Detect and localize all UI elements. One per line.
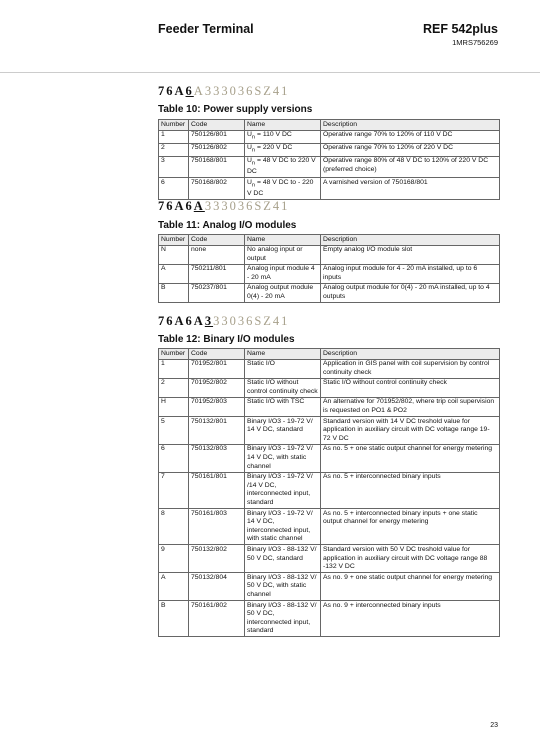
cell-code: 750126/802 xyxy=(189,143,245,156)
order-code-char: 4 xyxy=(272,314,282,328)
order-code-char: 6 xyxy=(166,314,175,328)
order-code-char: 0 xyxy=(229,314,238,328)
table-row xyxy=(159,283,500,302)
page-number: 23 xyxy=(490,722,498,729)
order-code-char: 7 xyxy=(158,314,167,328)
order-code-char: 3 xyxy=(221,199,230,213)
cell-number: 8 xyxy=(159,509,189,545)
table-row xyxy=(159,359,500,378)
document-id: 1MRS756269 xyxy=(452,38,498,47)
table-row xyxy=(159,545,500,573)
cell-number: B xyxy=(159,601,189,637)
cell-number: A xyxy=(159,264,189,283)
order-code-selected-char: A xyxy=(193,199,205,213)
table-row xyxy=(159,601,500,637)
table-row xyxy=(159,245,500,264)
order-code-char: 6 xyxy=(166,84,175,98)
cell-description: As no. 5 + interconnected binary inputs xyxy=(321,472,500,508)
cell-code: 750168/801 xyxy=(189,156,245,178)
cell-number: 1 xyxy=(159,130,189,143)
cell-name: Analog input module 4 - 20 mA xyxy=(245,264,321,283)
order-code-char: A xyxy=(174,84,186,98)
order-code-char: 0 xyxy=(229,84,238,98)
cell-name: Binary I/O3 - 19-72 V/ /14 V DC, interconnected input, standard xyxy=(245,472,321,508)
cell-number: B xyxy=(159,283,189,302)
order-code-char: 3 xyxy=(237,314,247,328)
cell-number: 2 xyxy=(159,143,189,156)
cell-code: 750132/801 xyxy=(189,417,245,445)
cell-name: $U_n = 48$ V DC to - 220 V DC xyxy=(245,178,321,200)
column-header-code: Code xyxy=(189,120,245,131)
order-code-selected-char: 3 xyxy=(204,314,214,328)
order-code-char: Z xyxy=(263,314,273,328)
order-code-selected-char: 6 xyxy=(185,84,194,98)
order-code-char: A xyxy=(174,199,186,213)
cell-description: Application in GIS panel with coil supervision by control continuity check xyxy=(321,359,500,378)
cell-description: Analog input module for 4 - 20 mA installed, up to 6 inputs xyxy=(321,264,500,283)
cell-number: 3 xyxy=(159,156,189,178)
cell-description: Standard version with 50 V DC treshold value for application in auxiliary circuit with DC voltage range 88 -132 V DC xyxy=(321,545,500,573)
order-code-analog-io xyxy=(158,199,289,214)
order-code-char: 7 xyxy=(158,84,167,98)
cell-number: 5 xyxy=(159,417,189,445)
order-code-char: Z xyxy=(263,84,273,98)
cell-code: 750132/804 xyxy=(189,573,245,601)
cell-code: 750132/802 xyxy=(189,545,245,573)
cell-description: Empty analog I/O module slot xyxy=(321,245,500,264)
table-row xyxy=(159,178,500,200)
column-header-number: Number xyxy=(159,349,189,360)
order-code-char: S xyxy=(254,199,264,213)
table-analog-io-modules xyxy=(158,234,500,303)
cell-description: As no. 9 + one static output channel for energy metering xyxy=(321,573,500,601)
cell-number: H xyxy=(159,397,189,416)
order-code-char: 7 xyxy=(158,199,167,213)
cell-name: Static I/O with TSC xyxy=(245,397,321,416)
cell-code: 750126/801 xyxy=(189,130,245,143)
cell-description: Analog output module for 0(4) - 20 mA installed, up to 4 outputs xyxy=(321,283,500,302)
order-code-char: 3 xyxy=(213,199,222,213)
cell-name: Static I/O without control continuity check xyxy=(245,378,321,397)
table-caption-power-supply: Table 10: Power supply versions xyxy=(158,104,313,115)
column-header-code: Code xyxy=(189,235,245,246)
order-code-char: 1 xyxy=(281,199,290,213)
cell-description: Standard version with 14 V DC treshold value for application in auxiliary circuit with DC voltage range 19-72 V DC xyxy=(321,417,500,445)
order-code-char: 3 xyxy=(213,314,222,328)
cell-name: Binary I/O3 - 88-132 V/ 50 V DC, with static channel xyxy=(245,573,321,601)
cell-number: 1 xyxy=(159,359,189,378)
table-header-row xyxy=(159,235,500,246)
cell-code: 701952/801 xyxy=(189,359,245,378)
cell-number: 6 xyxy=(159,178,189,200)
table-caption-analog-io: Table 11: Analog I/O modules xyxy=(158,220,297,231)
cell-code: 750132/803 xyxy=(189,444,245,472)
order-code-char: 3 xyxy=(221,314,230,328)
cell-description: Static I/O without control continuity check xyxy=(321,378,500,397)
cell-code: 750161/803 xyxy=(189,509,245,545)
table-row xyxy=(159,417,500,445)
order-code-char: A xyxy=(193,314,205,328)
cell-number: N xyxy=(159,245,189,264)
cell-description: Operative range 70% to 120% of 220 V DC xyxy=(321,143,500,156)
cell-code: 701952/803 xyxy=(189,397,245,416)
cell-name: Binary I/O3 - 19-72 V/ 14 V DC, interconnected input, with static channel xyxy=(245,509,321,545)
table-row xyxy=(159,573,500,601)
table-header-row xyxy=(159,120,500,131)
table-row xyxy=(159,156,500,178)
order-code-char: S xyxy=(254,314,264,328)
cell-code: 750211/801 xyxy=(189,264,245,283)
order-code-char: 6 xyxy=(246,84,255,98)
column-header-description: Description xyxy=(321,349,500,360)
order-code-char: 6 xyxy=(246,199,255,213)
order-code-char: 4 xyxy=(272,199,282,213)
cell-code: 750161/801 xyxy=(189,472,245,508)
order-code-char: 6 xyxy=(185,199,194,213)
table-row xyxy=(159,378,500,397)
cell-name: Static I/O xyxy=(245,359,321,378)
table-row xyxy=(159,444,500,472)
cell-description: Operative range 80% of 48 V DC to 120% of 220 V DC (preferred choice) xyxy=(321,156,500,178)
cell-code: 750161/802 xyxy=(189,601,245,637)
header-divider xyxy=(0,72,540,73)
cell-description: An alternative for 701952/802, where trip coil supervision is requested on PO1 & PO2 xyxy=(321,397,500,416)
order-code-char: S xyxy=(254,84,264,98)
cell-number: 2 xyxy=(159,378,189,397)
order-code-power-supply xyxy=(158,84,289,99)
table-row xyxy=(159,143,500,156)
cell-number: A xyxy=(159,573,189,601)
order-code-char: 4 xyxy=(272,84,282,98)
order-code-char: 3 xyxy=(221,84,230,98)
cell-name: No analog input or output xyxy=(245,245,321,264)
table-caption-binary-io: Table 12: Binary I/O modules xyxy=(158,334,295,345)
cell-name: Analog output module 0(4) - 20 mA xyxy=(245,283,321,302)
column-header-name: Name xyxy=(245,120,321,131)
order-code-char: Z xyxy=(263,199,273,213)
order-code-binary-io xyxy=(158,314,289,329)
cell-name: Binary I/O3 - 88-132 V/ 50 V DC, interconnected input, standard xyxy=(245,601,321,637)
cell-name: $U_n = 220$ V DC xyxy=(245,143,321,156)
cell-name: $U_n = 110$ V DC xyxy=(245,130,321,143)
cell-code: none xyxy=(189,245,245,264)
cell-code: 750237/801 xyxy=(189,283,245,302)
table-row xyxy=(159,130,500,143)
order-code-char: 6 xyxy=(246,314,255,328)
table-binary-io-modules xyxy=(158,348,500,637)
cell-name: Binary I/O3 - 19-72 V/ 14 V DC, with static channel xyxy=(245,444,321,472)
cell-name: Binary I/O3 - 19-72 V/ 14 V DC, standard xyxy=(245,417,321,445)
product-name: REF 542plus xyxy=(422,22,498,36)
cell-number: 7 xyxy=(159,472,189,508)
table-row xyxy=(159,472,500,508)
cell-number: 9 xyxy=(159,545,189,573)
order-code-char: 3 xyxy=(213,84,222,98)
column-header-name: Name xyxy=(245,235,321,246)
order-code-char: 0 xyxy=(229,199,238,213)
cell-name: Binary I/O3 - 88-132 V/ 50 V DC, standard xyxy=(245,545,321,573)
column-header-description: Description xyxy=(321,120,500,131)
order-code-char: 6 xyxy=(166,199,175,213)
cell-description: Operative range 70% to 120% of 110 V DC xyxy=(321,130,500,143)
cell-description: As no. 9 + interconnected binary inputs xyxy=(321,601,500,637)
table-row xyxy=(159,264,500,283)
column-header-number: Number xyxy=(159,120,189,131)
table-power-supply-versions xyxy=(158,119,500,200)
column-header-name: Name xyxy=(245,349,321,360)
cell-code: 701952/802 xyxy=(189,378,245,397)
cell-description: A varnished version of 750168/801 xyxy=(321,178,500,200)
cell-name: $U_n = 48$ V DC to 220 V DC xyxy=(245,156,321,178)
cell-number: 6 xyxy=(159,444,189,472)
column-header-description: Description xyxy=(321,235,500,246)
order-code-char: 1 xyxy=(281,84,290,98)
order-code-char: 1 xyxy=(281,314,290,328)
order-code-char: A xyxy=(193,84,205,98)
column-header-number: Number xyxy=(159,235,189,246)
order-code-char: 3 xyxy=(237,84,247,98)
order-code-char: 6 xyxy=(185,314,194,328)
cell-description: As no. 5 + interconnected binary inputs + one static output channel for energy metering xyxy=(321,509,500,545)
table-header-row xyxy=(159,349,500,360)
cell-code: 750168/802 xyxy=(189,178,245,200)
order-code-char: 3 xyxy=(237,199,247,213)
cell-description: As no. 5 + one static output channel for energy metering xyxy=(321,444,500,472)
column-header-code: Code xyxy=(189,349,245,360)
order-code-char: A xyxy=(174,314,186,328)
table-row xyxy=(159,509,500,545)
document-title: Feeder Terminal xyxy=(158,22,254,36)
order-code-char: 3 xyxy=(204,84,214,98)
table-row xyxy=(159,397,500,416)
order-code-char: 3 xyxy=(204,199,214,213)
